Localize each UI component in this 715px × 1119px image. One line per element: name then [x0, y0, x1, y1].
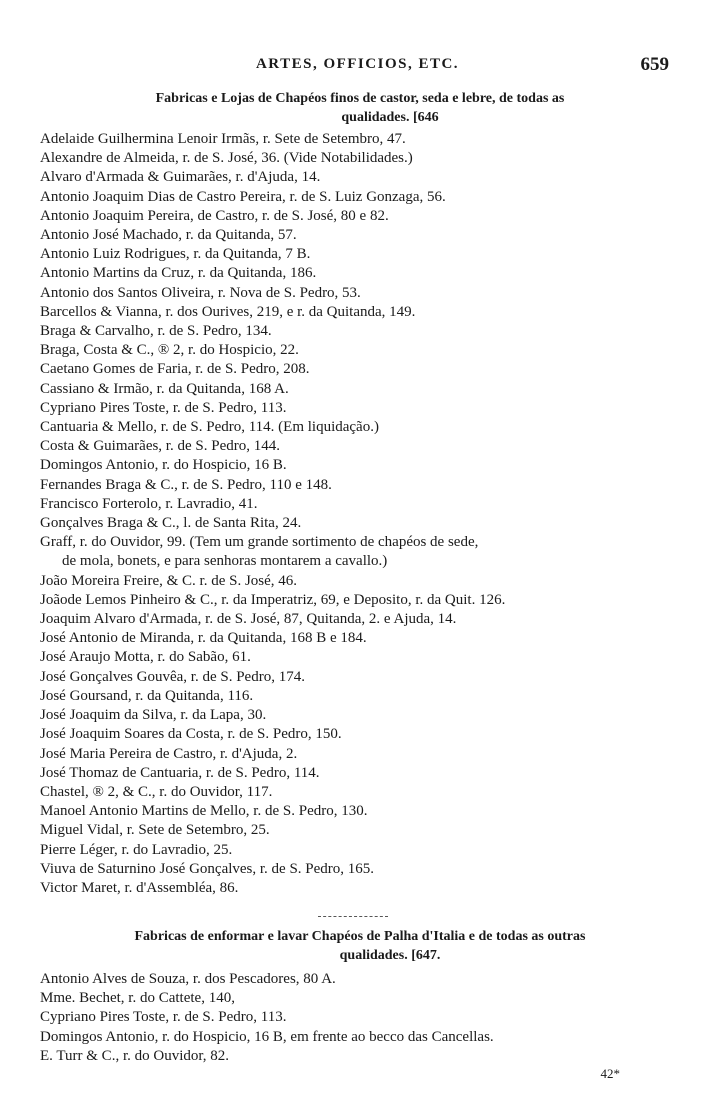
- section-title-647: [40, 927, 680, 965]
- list-item: Graff, r. do Ouvidor, 99. (Tem um grande sortimento de chapéos de sede,: [40, 534, 479, 551]
- list-item: Antonio Joaquim Dias de Castro Pereira, r. de S. Luiz Gonzaga, 56.: [40, 188, 446, 205]
- list-item: Domingos Antonio, r. do Hospicio, 16 B.: [40, 457, 287, 474]
- list-item: Manoel Antonio Martins de Mello, r. de S. Pedro, 130.: [40, 803, 368, 820]
- list-item: Alvaro d'Armada & Guimarães, r. d'Ajuda, 14.: [40, 169, 321, 186]
- section-title-line2: qualidades. [647.: [339, 948, 441, 963]
- list-item: José Antonio de Miranda, r. da Quitanda, 168 B e 184.: [40, 630, 367, 647]
- list-item: Braga & Carvalho, r. de S. Pedro, 134.: [40, 323, 272, 340]
- list-item: Pierre Léger, r. do Lavradio, 25.: [40, 841, 233, 858]
- list-item: Antonio Alves de Souza, r. dos Pescadores, 80 A.: [40, 971, 336, 987]
- list-item: Victor Maret, r. d'Assembléa, 86.: [40, 879, 239, 896]
- list-item: Caetano Gomes de Faria, r. de S. Pedro, 208.: [40, 361, 310, 378]
- list-item: Antonio dos Santos Oliveira, r. Nova de S. Pedro, 53.: [40, 284, 361, 301]
- list-item: José Joaquim da Silva, r. da Lapa, 30.: [40, 707, 267, 724]
- list-item: Antonio Luiz Rodrigues, r. da Quitanda, 7 B.: [40, 246, 311, 263]
- section-title-646: [40, 89, 680, 127]
- list-item: Adelaide Guilhermina Lenoir Irmãs, r. Sete de Setembro, 47.: [40, 131, 406, 147]
- list-item: José Joaquim Soares da Costa, r. de S. Pedro, 150.: [40, 726, 342, 743]
- list-item: Antonio José Machado, r. da Quitanda, 57.: [40, 227, 297, 244]
- list-item: Cypriano Pires Toste, r. de S. Pedro, 113.: [40, 399, 287, 416]
- list-item: Cantuaria & Mello, r. de S. Pedro, 114. (Em liquidação.): [40, 419, 379, 436]
- list-item: Cypriano Pires Toste, r. de S. Pedro, 113.: [40, 1009, 287, 1026]
- page-number: 659: [640, 54, 669, 75]
- list-item: Barcellos & Vianna, r. dos Ourives, 219, e r. da Quitanda, 149.: [40, 303, 416, 320]
- signature-mark: 42*: [600, 1066, 620, 1081]
- list-item: João Moreira Freire, & C. r. de S. José, 46.: [40, 572, 298, 589]
- list-item: José Thomaz de Cantuaria, r. de S. Pedro, 114.: [40, 764, 320, 781]
- list-item: Cassiano & Irmão, r. da Quitanda, 168 A.: [40, 380, 289, 397]
- running-head: [0, 56, 715, 78]
- list-item: Miguel Vidal, r. Sete de Setembro, 25.: [40, 822, 270, 839]
- list-item: José Araujo Motta, r. do Sabão, 61.: [40, 649, 251, 666]
- list-item: Mme. Bechet, r. do Cattete, 140,: [40, 990, 235, 1007]
- list-item: Antonio Martins da Cruz, r. da Quitanda, 186.: [40, 265, 317, 282]
- section-title-line1: Fabricas e Lojas de Chapéos finos de castor, seda e lebre, de todas as: [155, 91, 565, 106]
- list-item: Chastel, ® 2, & C., r. do Ouvidor, 117.: [40, 783, 273, 800]
- running-title: ARTES, OFFICIOS, ETC.: [255, 56, 460, 72]
- list-item: José Gonçalves Gouvêa, r. de S. Pedro, 174.: [40, 668, 305, 685]
- list-item: Costa & Guimarães, r. de S. Pedro, 144.: [40, 438, 280, 455]
- list-item: Francisco Forterolo, r. Lavradio, 41.: [40, 495, 258, 512]
- list-item-continuation: de mola, bonets, e para senhoras montarem a cavallo.): [62, 553, 388, 570]
- list-item: José Goursand, r. da Quitanda, 116.: [40, 687, 254, 704]
- list-item: José Maria Pereira de Castro, r. d'Ajuda, 2.: [40, 745, 298, 762]
- list-item: Gonçalves Braga & C., l. de Santa Rita, 24.: [40, 515, 302, 532]
- list-item: Fernandes Braga & C., r. de S. Pedro, 110 e 148.: [40, 476, 332, 493]
- entries-list-647: [40, 970, 680, 1066]
- section-divider: [318, 916, 388, 917]
- list-item: Joaquim Alvaro d'Armada, r. de S. José, 87, Quitanda, 2. e Ajuda, 14.: [40, 611, 457, 628]
- list-item: Domingos Antonio, r. do Hospicio, 16 B, em frente ao becco das Cancellas.: [40, 1028, 494, 1045]
- entries-list-646: [40, 130, 680, 898]
- list-item: E. Turr & C., r. do Ouvidor, 82.: [40, 1047, 230, 1064]
- section-title-line2: qualidades. [646: [341, 110, 439, 125]
- list-item: Antonio Joaquim Pereira, de Castro, r. de S. José, 80 e 82.: [40, 207, 389, 224]
- list-item: Alexandre de Almeida, r. de S. José, 36. (Vide Notabilidades.): [40, 150, 413, 167]
- section-title-line1: Fabricas de enformar e lavar Chapéos de Palha d'Italia e de todas as outras: [134, 929, 586, 944]
- list-item: Viuva de Saturnino José Gonçalves, r. de S. Pedro, 165.: [40, 860, 375, 877]
- list-item: Joãode Lemos Pinheiro & C., r. da Imperatriz, 69, e Deposito, r. da Quit. 126.: [40, 591, 506, 608]
- list-item: Braga, Costa & C., ® 2, r. do Hospicio, 22.: [40, 342, 299, 359]
